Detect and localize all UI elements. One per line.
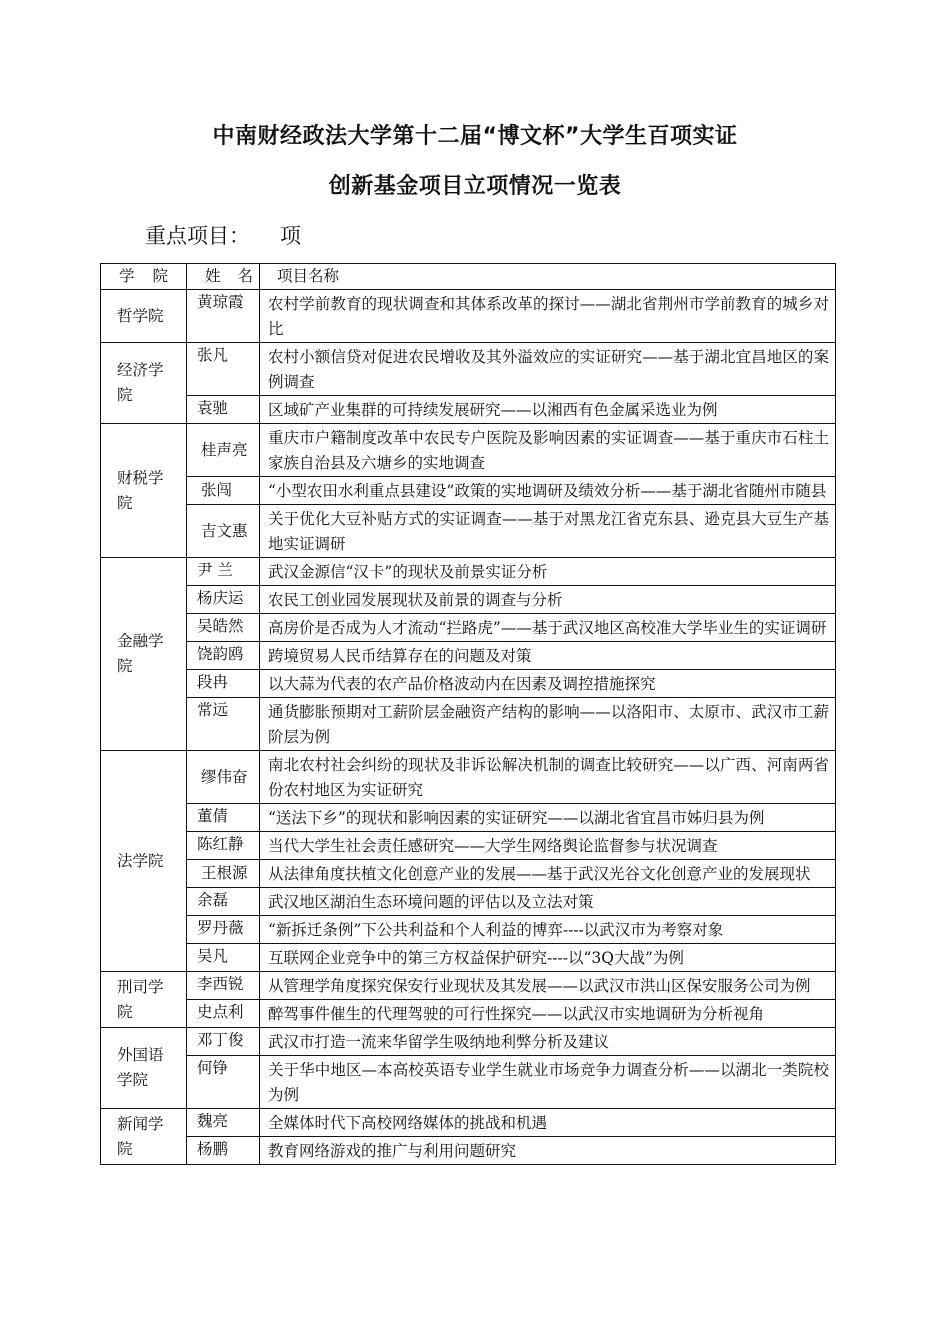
table-row [101,558,836,586]
student-name: 袁驰 [187,396,260,424]
project-title: 农村学前教育的现状调查和其体系改革的探讨——湖北省荆州市学前教育的城乡对比 [260,290,836,343]
table-row [101,916,836,944]
college-name: 法学院 [117,851,164,870]
student-name: 段冉 [187,670,260,698]
college-name: 刑司学院 [117,977,164,1021]
student-name: 尹 兰 [187,558,260,586]
table-row [101,804,836,832]
project-title: 区域矿产业集群的可持续发展研究——以湘西有色金属采选业为例 [260,396,836,424]
table-row [101,642,836,670]
table-row [101,424,836,477]
document-title-line-2: 创新基金项目立项情况一览表 [328,174,622,199]
key-projects-unit: 项 [280,224,301,248]
project-title: 教育网络游戏的推广与利用问题研究 [260,1137,836,1165]
project-title: 武汉地区湖泊生态环境问题的评估以及立法对策 [260,888,836,916]
project-title: “小型农田水利重点县建设”政策的实地调研及绩效分析——基于湖北省随州市随县 [260,477,836,505]
table-row [101,586,836,614]
table-row [101,477,836,505]
table-row [101,1056,836,1109]
college-cell [101,972,187,1028]
student-name: 吴凡 [187,944,260,972]
student-name: 杨鹏 [187,1137,260,1165]
college-name: 外国语学院 [117,1046,164,1089]
table-row [101,1137,836,1165]
college-cell [101,424,187,558]
document-title-line-1: 中南财经政法大学第十二届“博文杯”大学生百项实证 [212,124,738,149]
table-row [101,832,836,860]
student-name: 何铮 [187,1056,260,1109]
table-row [101,396,836,424]
student-name: 缪伟奋 [187,751,260,804]
project-table [100,263,836,1165]
project-title: 跨境贸易人民币结算存在的问题及对策 [260,642,836,670]
name-header [187,264,260,290]
student-name: 魏亮 [187,1109,260,1137]
project-title: 重庆市户籍制度改革中农民专户医院及影响因素的实证调查——基于重庆市石柱土家族自治县及六塘乡的实地调查 [260,424,836,477]
table-row [101,698,836,751]
project-title: 武汉市打造一流来华留学生吸纳地利弊分析及建议 [260,1028,836,1056]
college-cell [101,1109,187,1165]
college-name: 财税学院 [117,468,164,512]
project-title: 农村小额信贷对促进农民增收及其外溢效应的实证研究——基于湖北宜昌地区的案例调查 [260,343,836,396]
project-title: 从法律角度扶植文化创意产业的发展——基于武汉光谷文化创意产业的发展现状 [260,860,836,888]
project-title: 当代大学生社会责任感研究——大学生网络舆论监督参与状况调查 [260,832,836,860]
project-title: 全媒体时代下高校网络媒体的挑战和机遇 [260,1109,836,1137]
project-title: 互联网企业竞争中的第三方权益保护研究----以“3Q大战”为例 [260,944,836,972]
college-name: 新闻学院 [117,1114,164,1158]
project-title: 南北农村社会纠纷的现状及非诉讼解决机制的调查比较研究——以广西、河南两省份农村地区为实证研究 [260,751,836,804]
student-name: 饶韵鸥 [187,642,260,670]
project-title: 高房价是否成为人才流动“拦路虎”——基于武汉地区高校准大学毕业生的实证调研 [260,614,836,642]
student-name: 邓丁俊 [187,1028,260,1056]
student-name: 李西锐 [187,972,260,1000]
key-projects-label [145,220,301,250]
project-header [260,264,836,290]
table-row [101,1000,836,1028]
project-title: 以大蒜为代表的农产品价格波动内在因素及调控措施探究 [260,670,836,698]
college-cell [101,290,187,343]
table-row [101,751,836,804]
student-name: 常远 [187,698,260,751]
student-name: 吴皓然 [187,614,260,642]
table-header-row [101,264,836,290]
college-header-char-1: 学 [119,267,135,285]
table-row [101,1028,836,1056]
student-name: 张凡 [187,343,260,396]
college-name: 金融学院 [117,632,164,675]
table-row [101,343,836,396]
college-cell [101,558,187,751]
student-name: 黄琼霞 [187,290,260,343]
project-header-text: 项目名称 [277,267,340,285]
table-row [101,505,836,558]
table-row [101,972,836,1000]
project-title: 通货膨胀预期对工薪阶层金融资产结构的影响——以洛阳市、太原市、武汉市工薪阶层为例 [260,698,836,751]
project-title: 醉驾事件催生的代理驾驶的可行性探究——以武汉市实地调研为分析视角 [260,1000,836,1028]
college-header [101,264,187,290]
project-title: 武汉金源信“汉卡”的现状及前景实证分析 [260,558,836,586]
project-title: 关于优化大豆补贴方式的实证调查——基于对黑龙江省克东县、逊克县大豆生产基地实证调研 [260,505,836,558]
student-name: 陈红静 [187,832,260,860]
name-header-char-1: 姓 [205,267,221,285]
college-header-char-2: 院 [152,267,168,285]
project-title: “送法下乡”的现状和影响因素的实证研究——以湖北省宜昌市姊归县为例 [260,804,836,832]
table-row [101,670,836,698]
table-row [101,290,836,343]
college-cell [101,1028,187,1109]
project-title: 从管理学角度探究保安行业现状及其发展——以武汉市洪山区保安服务公司为例 [260,972,836,1000]
college-name: 哲学院 [117,306,164,325]
table-row [101,888,836,916]
student-name: 吉文惠 [187,505,260,558]
student-name: 王根源 [187,860,260,888]
college-name: 经济学院 [117,361,164,404]
student-name: 张闯 [187,477,260,505]
table-row [101,614,836,642]
student-name: 余磊 [187,888,260,916]
table-row [101,944,836,972]
college-cell [101,343,187,424]
project-title: 关于华中地区—本高校英语专业学生就业市场竞争力调查分析——以湖北一类院校为例 [260,1056,836,1109]
student-name: 史点利 [187,1000,260,1028]
student-name: 罗丹薇 [187,916,260,944]
key-projects-text: 重点项目： [145,224,250,248]
table-body [101,290,836,1165]
project-title: 农民工创业园发展现状及前景的调查与分析 [260,586,836,614]
student-name: 杨庆运 [187,586,260,614]
college-cell [101,751,187,972]
table-row [101,860,836,888]
table-row [101,1109,836,1137]
project-title: “新拆迁条例”下公共利益和个人利益的博弈----以武汉市为考察对象 [260,916,836,944]
name-header-char-2: 名 [237,267,253,285]
student-name: 董倩 [187,804,260,832]
student-name: 桂声亮 [187,424,260,477]
